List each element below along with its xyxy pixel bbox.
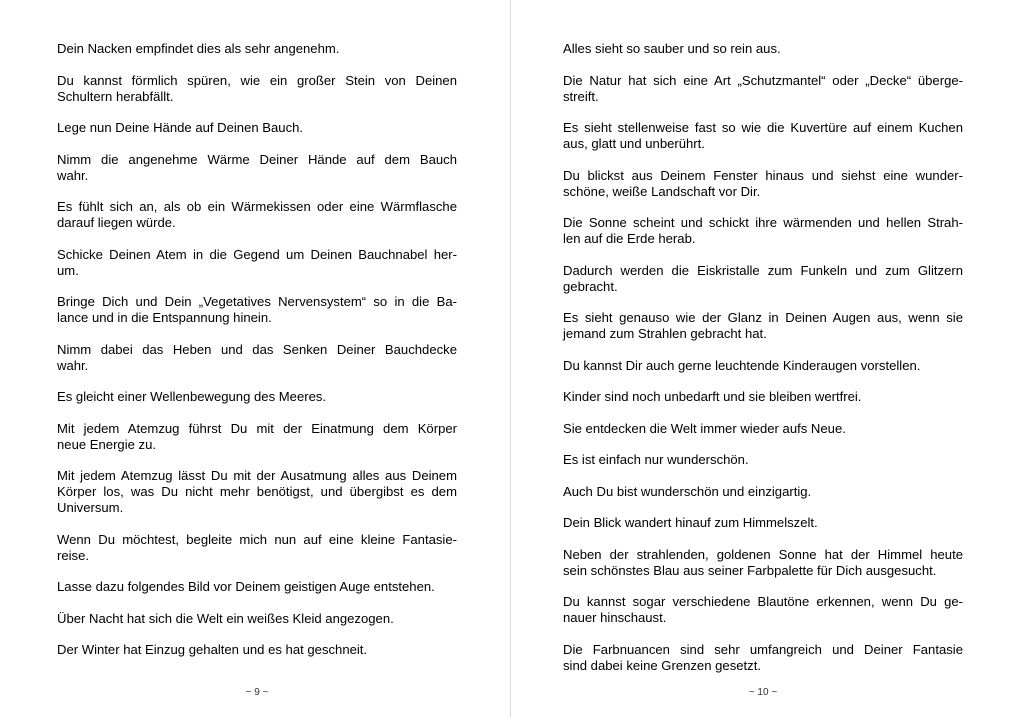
- text-line: Mit jedem Atemzug führst Du mit der Einatmung dem Körper: [57, 420, 457, 436]
- text-line: Du blickst aus Deinem Fenster hinaus und siehst eine wunder-: [563, 167, 963, 183]
- text-line: streift.: [563, 88, 599, 104]
- text-line: Sie entdecken die Welt immer wieder aufs Neue.: [563, 420, 846, 436]
- text-line: Über Nacht hat sich die Welt ein weißes Kleid angezogen.: [57, 610, 394, 626]
- text-line: aus, glatt und unberührt.: [563, 136, 705, 151]
- paragraph: [563, 120, 963, 152]
- paragraph: [563, 547, 963, 579]
- paragraph: [563, 263, 963, 295]
- text-line: Es sieht genauso wie der Glanz in Deinen Augen aus, wenn sie: [563, 310, 963, 325]
- text-line: neue Energie zu.: [57, 436, 157, 452]
- paragraph: [563, 310, 963, 342]
- paragraph: [57, 579, 457, 595]
- paragraph: [57, 199, 457, 231]
- text-line: um.: [57, 262, 79, 278]
- text-line: Neben der strahlenden, goldenen Sonne hat der Himmel heute: [563, 546, 963, 562]
- text-line: Universum.: [57, 500, 124, 515]
- right-page-text: [563, 41, 963, 689]
- text-line: Die Natur hat sich eine Art „Schutzmantel“ oder „Decke“ überge-: [563, 72, 963, 88]
- text-line: darauf liegen würde.: [57, 215, 176, 230]
- text-line: Du kannst Dir auch gerne leuchtende Kinderaugen vorstellen.: [563, 357, 921, 373]
- left-page-text: [57, 41, 457, 674]
- text-line: Lasse dazu folgendes Bild vor Deinem geistigen Auge entstehen.: [57, 579, 435, 594]
- paragraph: [563, 389, 963, 405]
- paragraph: [57, 421, 457, 453]
- text-line: Wenn Du möchtest, begleite mich nun auf eine kleine Fantasie-: [57, 531, 457, 547]
- paragraph: [57, 41, 457, 57]
- paragraph: [57, 73, 457, 105]
- right-page: [511, 0, 1020, 717]
- right-page-number: ~ 10 ~: [748, 687, 778, 698]
- text-line: Mit jedem Atemzug lässt Du mit der Ausatmung alles aus Deinem: [57, 468, 457, 483]
- text-line: Dadurch werden die Eiskristalle zum Funkeln und zum Glitzern: [563, 262, 963, 278]
- text-line: lance und in die Entspannung hinein.: [57, 310, 272, 325]
- text-line: Körper los, was Du nicht mehr benötigst, und übergibst es dem: [57, 484, 457, 499]
- text-line: jemand zum Strahlen gebracht hat.: [563, 326, 767, 341]
- paragraph: [57, 294, 457, 326]
- paragraph: [563, 642, 963, 674]
- paragraph: [563, 168, 963, 200]
- paragraph: [57, 468, 457, 516]
- paragraph: [57, 532, 457, 564]
- paragraph: [563, 358, 963, 374]
- text-line: gebracht.: [563, 278, 618, 294]
- paragraph: [563, 215, 963, 247]
- text-line: Alles sieht so sauber und so rein aus.: [563, 41, 781, 56]
- text-line: Es ist einfach nur wunderschön.: [563, 452, 749, 467]
- paragraph: [563, 73, 963, 105]
- text-line: Die Sonne scheint und schickt ihre wärmenden und hellen Strah-: [563, 215, 963, 230]
- paragraph: [57, 611, 457, 627]
- paragraph: [563, 452, 963, 468]
- paragraph: [57, 642, 457, 658]
- paragraph: [563, 515, 963, 531]
- text-line: reise.: [57, 547, 90, 563]
- text-line: Lege nun Deine Hände auf Deinen Bauch.: [57, 120, 304, 135]
- text-line: schöne, weiße Landschaft vor Dir.: [563, 183, 761, 199]
- paragraph: [563, 41, 963, 57]
- text-line: Es sieht stellenweise fast so wie die Kuvertüre auf einem Kuchen: [563, 120, 963, 135]
- paragraph: [57, 152, 457, 184]
- text-line: Bringe Dich und Dein „Vegetatives Nervensystem“ so in die Ba-: [57, 294, 457, 309]
- paragraph: [57, 342, 457, 374]
- text-line: len auf die Erde herab.: [563, 231, 696, 246]
- text-line: Die Farbnuancen sind sehr umfangreich und Deiner Fantasie: [563, 641, 963, 657]
- paragraph: [57, 247, 457, 279]
- paragraph: [57, 389, 457, 405]
- text-line: Nimm dabei das Heben und das Senken Deiner Bauchdecke: [57, 341, 457, 357]
- left-page-number: ~ 9 ~: [245, 687, 269, 698]
- text-line: wahr.: [57, 167, 89, 183]
- paragraph: [563, 484, 963, 500]
- text-line: Es fühlt sich an, als ob ein Wärmekissen oder eine Wärmflasche: [57, 199, 457, 214]
- text-line: nauer hinschaust.: [563, 610, 667, 625]
- paragraph: [563, 594, 963, 626]
- text-line: Nimm die angenehme Wärme Deiner Hände auf dem Bauch: [57, 151, 457, 167]
- text-line: sein schönstes Blau aus seiner Farbpalette für Dich ausgesucht.: [563, 562, 937, 578]
- paragraph: [57, 120, 457, 136]
- text-line: Kinder sind noch unbedarft und sie bleiben wertfrei.: [563, 389, 862, 404]
- text-line: Du kannst förmlich spüren, wie ein großer Stein von Deinen: [57, 72, 457, 88]
- text-line: Auch Du bist wunderschön und einzigartig.: [563, 483, 812, 499]
- text-line: Dein Nacken empfindet dies als sehr angenehm.: [57, 41, 340, 56]
- text-line: Dein Blick wandert hinauf zum Himmelszelt.: [563, 515, 818, 530]
- text-line: Es gleicht einer Wellenbewegung des Meeres.: [57, 389, 327, 404]
- text-line: Der Winter hat Einzug gehalten und es hat geschneit.: [57, 642, 368, 657]
- text-line: Schultern herabfällt.: [57, 88, 174, 104]
- text-line: wahr.: [57, 357, 89, 373]
- paragraph: [563, 421, 963, 437]
- text-line: Du kannst sogar verschiedene Blautöne erkennen, wenn Du ge-: [563, 594, 963, 609]
- text-line: sind dabei keine Grenzen gesetzt.: [563, 657, 761, 673]
- text-line: Schicke Deinen Atem in die Gegend um Deinen Bauchnabel her-: [57, 246, 457, 262]
